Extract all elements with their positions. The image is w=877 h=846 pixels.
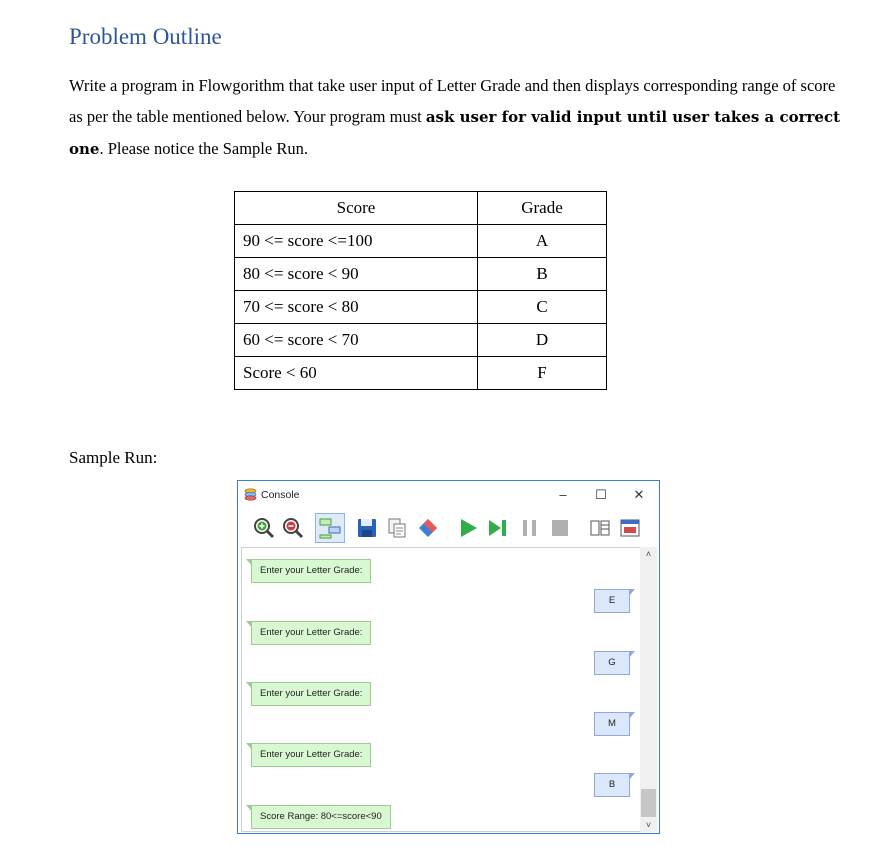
output-bubble: Enter your Letter Grade: (251, 621, 371, 645)
console-output-area (241, 547, 641, 832)
table-cell-score: 70 <= score < 80 (235, 291, 478, 324)
scroll-down-button[interactable]: ˅ (645, 820, 652, 830)
scroll-up-button[interactable]: ˄ (645, 549, 652, 559)
layout-toggle-button[interactable] (315, 513, 345, 543)
run-icon[interactable] (456, 516, 480, 540)
problem-paragraph (69, 70, 849, 165)
table-cell-score: 80 <= score < 90 (235, 258, 478, 291)
scroll-thumb[interactable] (641, 789, 656, 817)
table-cell-grade: B (478, 258, 607, 291)
table-row (235, 357, 607, 390)
close-button[interactable]: ✕ (633, 487, 645, 502)
output-bubble: Enter your Letter Grade: (251, 682, 371, 706)
console-window (237, 480, 660, 834)
table-cell-score: 90 <= score <=100 (235, 225, 478, 258)
console-title: Console (261, 489, 300, 501)
table-cell-grade: A (478, 225, 607, 258)
table-row (235, 291, 607, 324)
stop-icon[interactable] (548, 516, 572, 540)
table-cell-grade: C (478, 291, 607, 324)
input-bubble: E (594, 589, 630, 613)
vertical-scrollbar[interactable] (640, 547, 657, 832)
output-bubble: Enter your Letter Grade: (251, 743, 371, 767)
result-bubble: Score Range: 80<=score<90 (251, 805, 391, 829)
paragraph-text-2: . Please notice the Sample Run. (99, 139, 308, 158)
output-bubble: Enter your Letter Grade: (251, 559, 371, 583)
console-toolbar (238, 510, 659, 546)
save-icon[interactable] (355, 516, 379, 540)
layout-icon (318, 516, 342, 540)
table-row (235, 324, 607, 357)
grade-table (234, 191, 607, 390)
page-heading: Problem Outline (69, 24, 222, 49)
step-icon[interactable] (486, 516, 510, 540)
input-bubble: M (594, 712, 630, 736)
paragraph-text-1: Write a program in Flowgorithm that take user input of Letter Grade and then displays corresponding range of score as per the table mentioned below. Your program must (69, 76, 836, 126)
table-row (235, 258, 607, 291)
input-bubble: G (594, 651, 630, 675)
table-header-score: Score (235, 192, 478, 225)
input-bubble: B (594, 773, 630, 797)
table-cell-score: 60 <= score < 70 (235, 324, 478, 357)
console-titlebar[interactable] (238, 481, 659, 510)
minimize-button[interactable]: – (559, 487, 567, 502)
clear-icon[interactable] (416, 516, 440, 540)
table-cell-grade: D (478, 324, 607, 357)
flowgorithm-app-icon (244, 488, 257, 501)
table-cell-score: Score < 60 (235, 357, 478, 390)
zoom-in-icon[interactable] (252, 516, 276, 540)
window-icon[interactable] (618, 516, 642, 540)
table-header-row (235, 192, 607, 225)
pause-icon[interactable] (518, 516, 542, 540)
zoom-out-icon[interactable] (281, 516, 305, 540)
maximize-button[interactable]: ☐ (595, 487, 607, 502)
copy-icon[interactable] (385, 516, 409, 540)
variables-icon[interactable] (588, 516, 612, 540)
table-row (235, 225, 607, 258)
sample-run-label: Sample Run: (69, 448, 158, 467)
paragraph-bold-text: ask user for valid input until user takes a correct one (69, 108, 841, 158)
table-cell-grade: F (478, 357, 607, 390)
table-header-grade: Grade (478, 192, 607, 225)
